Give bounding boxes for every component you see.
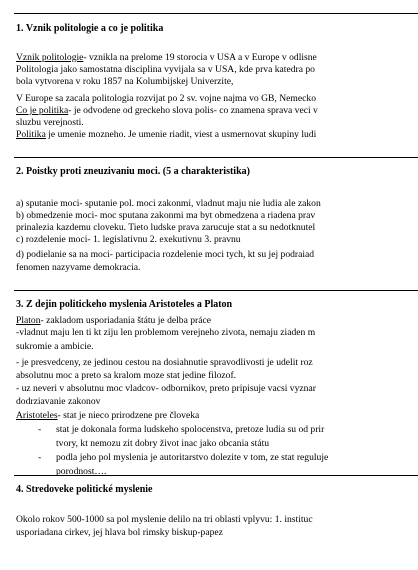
text-line: usporiadana cirkev, jej hlava bol rimsky biskup-papez: [16, 527, 223, 538]
text-line: fenomen nazyvame demokracia.: [16, 262, 141, 273]
text-line: bola vytvorena v roku 1857 na Kolumbijskej Univerzite,: [16, 76, 234, 87]
text-line: - je presvedceny, ze jedinou cestou na dosiahnutie spravodlivosti je udelit roz: [16, 357, 313, 368]
text-line: sukromie a ambicie.: [16, 341, 94, 352]
bullet-line: stat je dokonala forma ludskeho spolocenstva, pretoze ludia su od prir: [56, 424, 325, 435]
text-line: prinalezia kazdemu cloveku. Tieto ludske prava zarucuje stat a su nedotknutel: [16, 222, 316, 233]
section-heading: 1. Vznik politologie a co je politika: [16, 23, 164, 34]
text-line: sluzbu verejnosti.: [16, 117, 84, 128]
text-line: - uz neveri v absolutnu moc vladcov- odbornikov, preto pripisuje vacsi vyznar: [16, 383, 316, 394]
term: Aristoteles: [16, 410, 58, 421]
text-line: Politika je umenie mozneho. Je umenie riadit, viest a usmernovat skupiny ludi: [16, 129, 317, 140]
text-line: -vladnut maju len ti kt ziju len problemom verejneho zivota, nemaju ziaden m: [16, 327, 316, 338]
text-line: Okolo rokov 500-1000 sa pol myslenie delilo na tri oblasti vplyvu: 1. instituc: [16, 514, 313, 525]
section-heading: 4. Stredoveke politické myslenie: [16, 484, 153, 495]
bullet-line: porodnost….: [56, 466, 107, 477]
text-line: absolutnu moc a preto sa kralom moze stat jedine filozof.: [16, 370, 237, 381]
section-heading: 2. Poistky proti zneuzivaniu moci. (5 a charakteristika): [16, 166, 250, 177]
section-divider: [14, 157, 418, 158]
text-line: Aristoteles- stat je nieco prirodzene pre človeka: [16, 410, 200, 421]
text-line: a) sputanie moci- sputanie pol. moci zakonmi, vladnut maju nie ludia ale zakon: [16, 198, 321, 209]
text-line: d) podielanie sa na moci- participacia rozdelenie moci tych, kt su jej podraiad: [16, 249, 315, 260]
text-line: b) obmedzenie moci- moc sputana zakonmi ma byt obmedzena a riadena prav: [16, 210, 316, 221]
bullet-line: podla jeho pol myslenia je autoritarstvo dolezite v tom, ze stat reguluje: [56, 452, 329, 463]
text-line: Co je politika- je odvodene od greckeho slova polis- co znamena sprava veci v: [16, 105, 318, 116]
section-divider: [14, 475, 418, 476]
text-line: Politologia jako samostatna disciplina vyvijala sa v USA, kde prva katedra po: [16, 64, 315, 75]
term: Co je politika: [16, 105, 69, 116]
bullet-mark: -: [38, 452, 42, 463]
term: Platon: [16, 315, 41, 326]
text-line: Vznik politologie- vznikla na prelome 19 storocia v USA a v Europe v odlisne: [16, 52, 317, 63]
term: Politika: [16, 129, 46, 140]
bullet-line: tvory, kt nemozu zit dobry život inac jako obcania státu: [56, 438, 270, 449]
section-heading: 3. Z dejin politickeho myslenia Aristoteles a Platon: [16, 299, 233, 310]
section-divider: [14, 290, 418, 291]
text-line: V Europe sa zacala politologia rozvijat po 2 sv. vojne najma vo GB, Nemecko: [16, 93, 316, 104]
text-line: c) rozdelenie moci- 1. legislativnu 2. exekutivnu 3. pravnu: [16, 234, 241, 245]
section-divider: [14, 13, 418, 14]
bullet-mark: -: [38, 424, 42, 435]
text-line: dodrziavanie zakonov: [16, 396, 101, 407]
term: Vznik politologie: [16, 52, 84, 63]
text-line: Platon- zakladom usporiadania štátu je delba práce: [16, 315, 212, 326]
